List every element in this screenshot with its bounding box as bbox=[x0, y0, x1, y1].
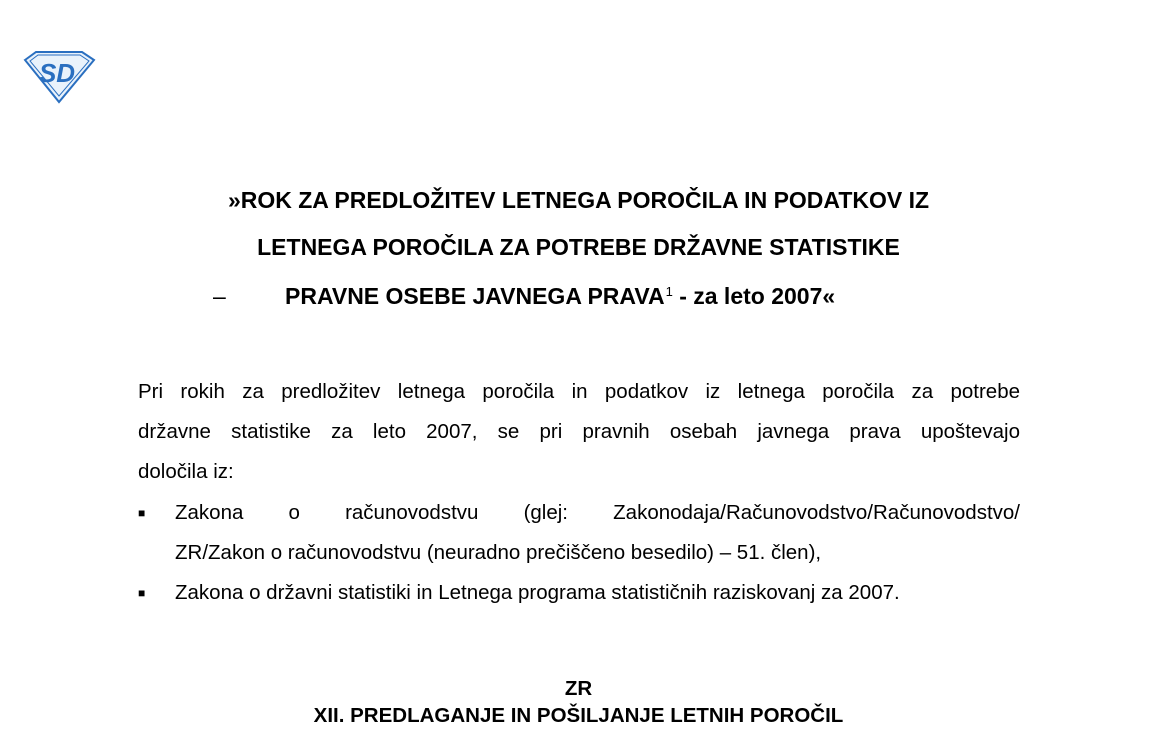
intro-paragraph bbox=[138, 372, 1020, 492]
svg-text:SD: SD bbox=[38, 58, 76, 88]
section-code: ZR bbox=[564, 677, 593, 700]
bullet-square-icon: ■ bbox=[138, 506, 146, 520]
document-title-line-2: LETNEGA POROČILA ZA POTREBE DRŽAVNE STATISTIKE bbox=[257, 234, 900, 260]
document-title-line-1: »ROK ZA PREDLOŽITEV LETNEGA POROČILA IN PODATKOV IZ bbox=[227, 187, 930, 213]
list-item-text bbox=[175, 573, 1020, 613]
list-item-line: ZR/Zakon o računovodstvu (neuradno prečiščeno besedilo) – 51. člen), bbox=[175, 541, 822, 564]
title-dash: – bbox=[213, 283, 226, 309]
title-line-3-main: PRAVNE OSEBE JAVNEGA PRAVA bbox=[285, 283, 665, 309]
footnote-marker: 1 bbox=[665, 284, 673, 299]
paragraph-line: določila iz: bbox=[138, 460, 234, 483]
paragraph-line: Pri rokih za predložitev letnega poročila in podatkov iz letnega poročila za potrebe bbox=[138, 380, 1020, 403]
list-item-text bbox=[175, 493, 1020, 573]
bullet-square-icon: ■ bbox=[138, 586, 146, 600]
title-line-3-end: - za leto 2007« bbox=[672, 283, 836, 309]
section-heading: XII. PREDLAGANJE IN POŠILJANJE LETNIH POROČIL bbox=[313, 704, 844, 727]
list-item-line: Zakona o računovodstvu (glej: Zakonodaja/Računovodstvo/Računovodstvo/ bbox=[175, 501, 1020, 524]
paragraph-line: državne statistike za leto 2007, se pri pravnih osebah javnega prava upoštevajo bbox=[138, 420, 1020, 443]
company-logo bbox=[22, 50, 96, 104]
title-line-3-text bbox=[285, 282, 835, 310]
list-item-line: Zakona o državni statistiki in Letnega programa statističnih raziskovanj za 2007. bbox=[175, 581, 900, 604]
